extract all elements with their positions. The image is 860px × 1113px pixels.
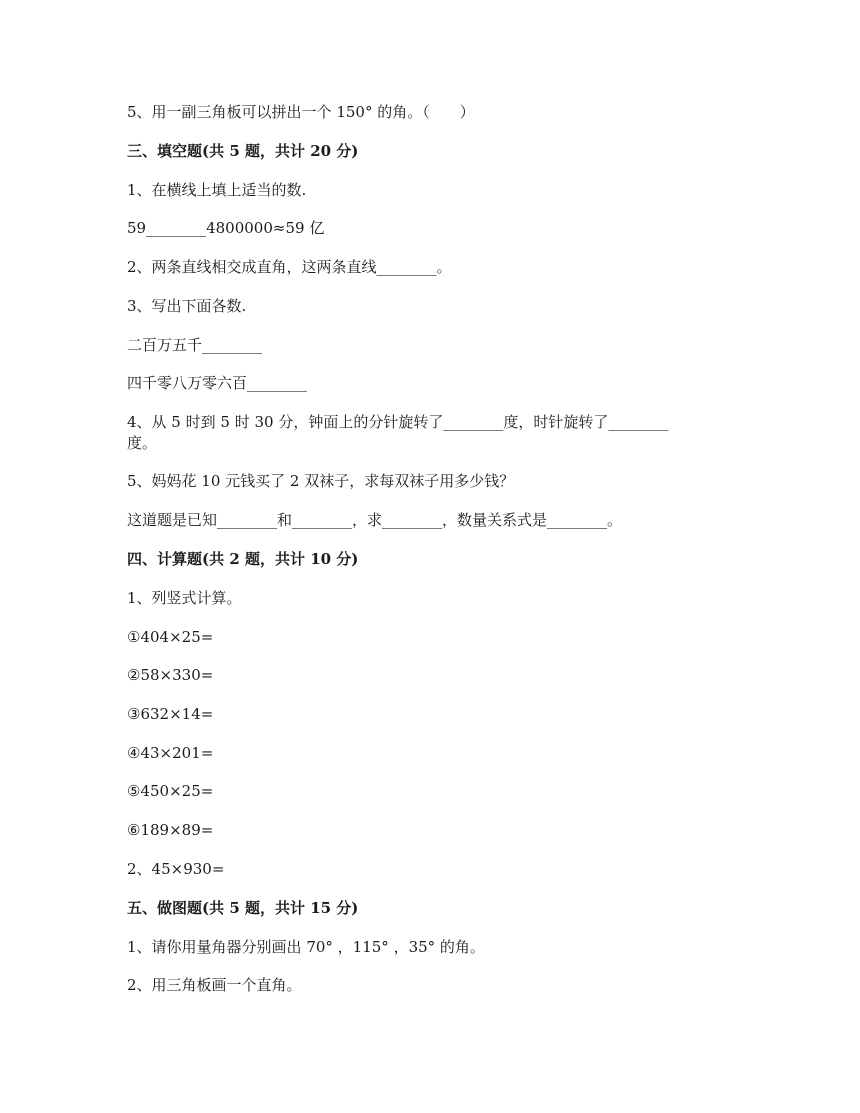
calc-item-4: ④43×201= bbox=[127, 744, 214, 762]
calc-item-1: ①404×25= bbox=[127, 628, 214, 646]
section-heading-fill-in: 三、填空题(共 5 题，共计 20 分) bbox=[127, 142, 359, 160]
question-4-line-2: 度。 bbox=[127, 434, 158, 452]
question-4-line-1: 4、从 5 时到 5 时 30 分，钟面上的分针旋转了________度，时针旋转了________ bbox=[127, 413, 669, 431]
question-5-true-false: 5、用一副三角板可以拼出一个 150° 的角。（ ） bbox=[127, 103, 475, 121]
question-5-prompt: 5、妈妈花 10 元钱买了 2 双袜子，求每双袜子用多少钱？ bbox=[127, 472, 515, 490]
question-2: 2、两条直线相交成直角，这两条直线________。 bbox=[127, 258, 452, 276]
calc-item-5: ⑤450×25= bbox=[127, 782, 214, 800]
drawing-question-1: 1、请你用量角器分别画出 70° ，115° ，35° 的角。 bbox=[127, 938, 485, 956]
section-heading-drawing: 五、做图题(共 5 题，共计 15 分) bbox=[127, 899, 359, 917]
question-3-prompt: 3、写出下面各数. bbox=[127, 297, 247, 315]
question-1-prompt: 1、在横线上填上适当的数. bbox=[127, 181, 307, 199]
calc-item-6: ⑥189×89= bbox=[127, 821, 214, 839]
section-heading-calculation: 四、计算题(共 2 题，共计 10 分) bbox=[127, 550, 359, 568]
calc-item-2: ②58×330= bbox=[127, 666, 214, 684]
question-3-item-b: 四千零八万零六百________ bbox=[127, 374, 308, 392]
calc-item-3: ③632×14= bbox=[127, 705, 214, 723]
calc-question-1-prompt: 1、列竖式计算。 bbox=[127, 589, 242, 607]
question-5-blanks: 这道题是已知________和________，求________，数量关系式是________。 bbox=[127, 511, 623, 529]
question-3-item-a: 二百万五千________ bbox=[127, 336, 263, 354]
calc-question-2: 2、45×930= bbox=[127, 860, 225, 878]
question-1-blank: 59________4800000≈59 亿 bbox=[127, 219, 325, 237]
drawing-question-2: 2、用三角板画一个直角。 bbox=[127, 976, 302, 994]
